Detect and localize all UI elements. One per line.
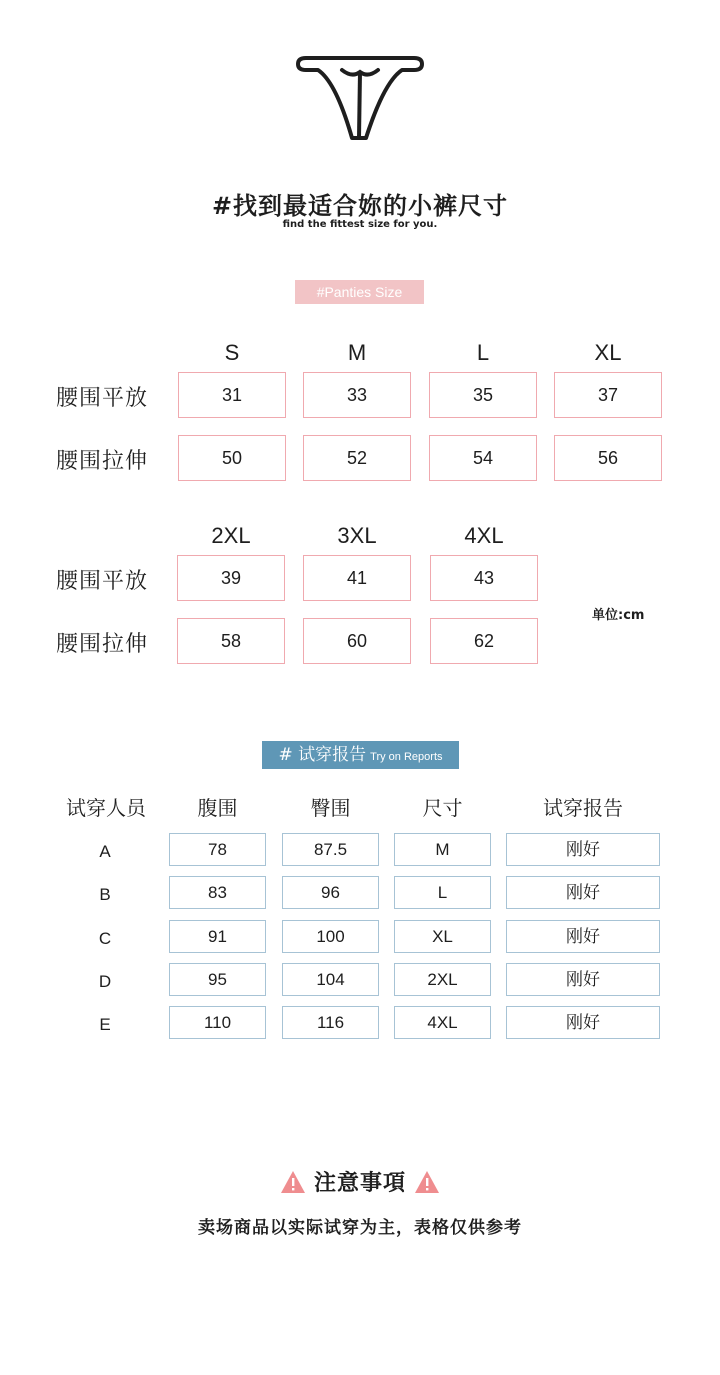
report-cell: 110 [169, 1006, 266, 1039]
size-cell: 31 [178, 372, 286, 418]
try-on-reports-sublabel: Try on Reports [370, 751, 443, 763]
panties-logo-icon [296, 52, 424, 144]
size-cell: 33 [303, 372, 411, 418]
size-cell: 54 [429, 435, 537, 481]
warning-triangle-icon [414, 1170, 440, 1194]
report-cell: 100 [282, 920, 379, 953]
report-cell: 刚好 [506, 1006, 660, 1039]
size-cell: 39 [177, 555, 285, 601]
report-cell: 83 [169, 876, 266, 909]
size-cell: 62 [430, 618, 538, 664]
report-person: C [98, 929, 112, 948]
report-person: E [99, 1015, 111, 1034]
size-cell: 37 [554, 372, 662, 418]
report-cell: 4XL [394, 1006, 491, 1039]
row-label-waist-stretch: 腰围拉伸 [56, 632, 149, 657]
unit-label: 单位:cm [592, 608, 645, 623]
report-person: A [99, 842, 111, 861]
size-cell: 52 [303, 435, 411, 481]
size-cell: 41 [303, 555, 411, 601]
report-header-hip: 臀围 [310, 796, 351, 820]
report-cell: 116 [282, 1006, 379, 1039]
row-label-waist-flat: 腰围平放 [56, 386, 149, 411]
try-on-reports-label: # 试穿报告 [278, 745, 367, 765]
report-cell: 刚好 [506, 876, 660, 909]
size-cell: 50 [178, 435, 286, 481]
size-cell: 58 [177, 618, 285, 664]
report-header-size: 尺寸 [422, 796, 463, 820]
report-header-result: 试穿报告 [543, 796, 623, 820]
size-header: 3XL [337, 523, 377, 548]
report-cell: 104 [282, 963, 379, 996]
size-header: 2XL [211, 523, 251, 548]
size-header: XL [594, 340, 622, 365]
size-cell: 56 [554, 435, 662, 481]
notice-text: 卖场商品以实际试穿为主，表格仅供参考 [198, 1218, 522, 1238]
notice-title: 注意事項 [313, 1171, 406, 1196]
report-cell: 87.5 [282, 833, 379, 866]
report-header-abdomen: 腹围 [197, 796, 238, 820]
report-cell: XL [394, 920, 491, 953]
report-cell: 刚好 [506, 963, 660, 996]
warning-triangle-icon [280, 1170, 306, 1194]
report-header-person: 试穿人员 [66, 796, 146, 820]
report-cell: 91 [169, 920, 266, 953]
size-header: L [476, 340, 490, 365]
report-cell: 78 [169, 833, 266, 866]
size-header: S [224, 340, 240, 365]
size-header: M [347, 340, 367, 365]
notice-heading [0, 1166, 720, 1198]
report-cell: 2XL [394, 963, 491, 996]
report-cell: L [394, 876, 491, 909]
size-cell: 60 [303, 618, 411, 664]
report-person: B [99, 885, 111, 904]
row-label-waist-stretch: 腰围拉伸 [56, 449, 149, 474]
row-label-waist-flat: 腰围平放 [56, 569, 149, 594]
size-header: 4XL [464, 523, 504, 548]
size-cell: 43 [430, 555, 538, 601]
page-title: #找到最适合妳的小裤尺寸 [211, 192, 509, 220]
size-cell: 35 [429, 372, 537, 418]
report-cell: 96 [282, 876, 379, 909]
report-cell: 刚好 [506, 833, 660, 866]
try-on-reports-badge [262, 741, 459, 769]
report-person: D [98, 972, 112, 991]
report-cell: M [394, 833, 491, 866]
panties-size-badge: #Panties Size [295, 280, 424, 304]
report-cell: 刚好 [506, 920, 660, 953]
page-subtitle: find the fittest size for you. [282, 219, 438, 230]
report-cell: 95 [169, 963, 266, 996]
